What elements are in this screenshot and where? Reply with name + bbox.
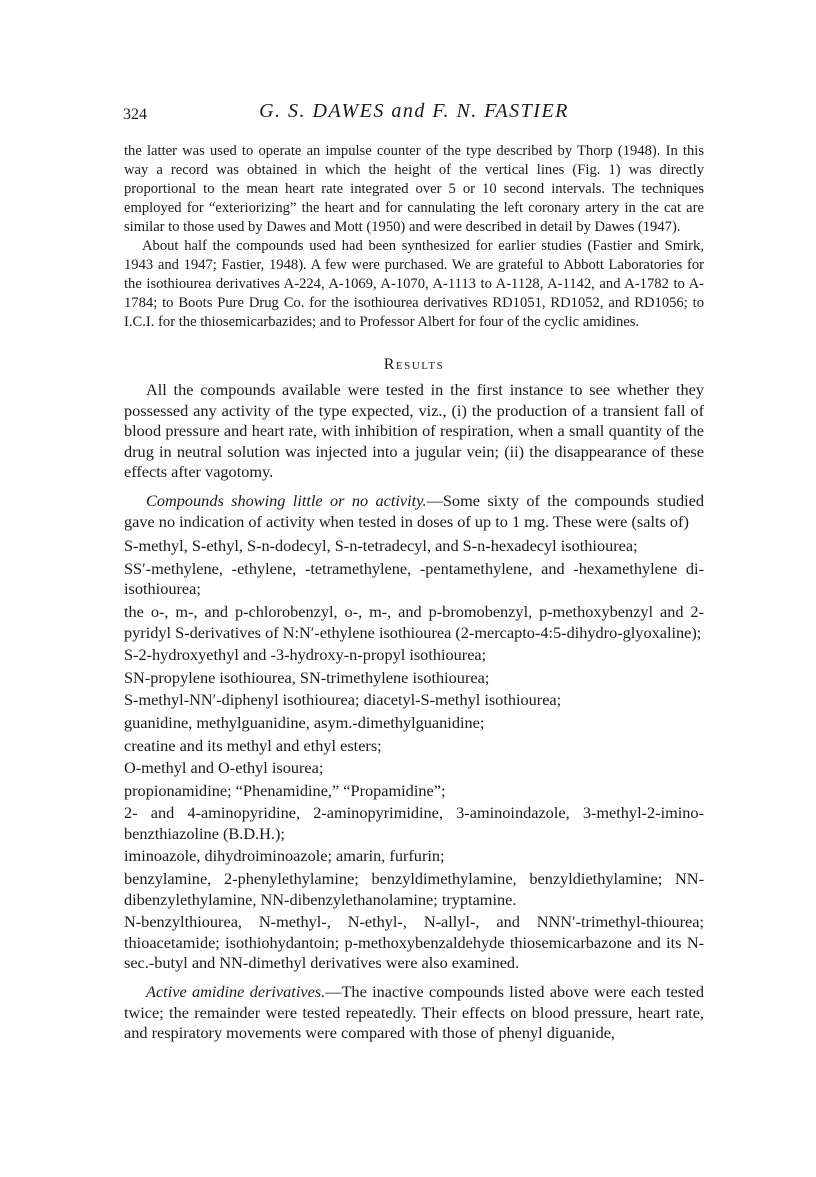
methods-paragraph: the latter was used to operate an impulse counter of the type described by Thorp (1948). In this way a record was obtained in which the height of the vertical lines (Fig. 1) was directly proportional to the mean heart rate integrated over 5 or 10 second intervals. The techniques employed for “exteriorizing” the heart and for cannulating the left coronary artery in the cat are similar to those used by Dawes and Mott (1950) and were described in detail by Dawes (1947).	[124, 143, 704, 235]
list-item: S-methyl, S-ethyl, S-n-dodecyl, S-n-tetradecyl, and S-n-hexadecyl isothiourea;	[124, 536, 638, 556]
list-item: propionamidine; “Phenamidine,” “Propamidine”;	[124, 780, 446, 800]
list-item: SN-propylene isothiourea, SN-trimethylene isothiourea;	[124, 667, 490, 687]
page	[124, 100, 704, 1044]
list-item: guanidine, methylguanidine, asym.-dimethylguanidine;	[124, 712, 485, 732]
compound-list	[124, 536, 704, 974]
section-heading-results: Results	[383, 356, 445, 373]
list-item: iminoazole, dihydroiminoazole; amarin, furfurin;	[124, 846, 445, 866]
results-intro-paragraph: All the compounds available were tested in the first instance to see whether they possessed any activity of the type expected, viz., (i) the production of a transient fall of blood pressure and heart rate, with inhibition of respiration, when a small quantity of the drug in neutral solution was injected into a jugular vein; (ii) the disappearance of these effects after vagotomy.	[124, 380, 704, 482]
methods-continuation	[124, 142, 704, 332]
page-header	[124, 100, 704, 134]
list-item: creatine and its methyl and ethyl esters;	[124, 735, 382, 755]
inactive-intro-text: —Some sixty of the compounds studied gave no indication of activity when tested in doses of up to 1 mg. These were (salts of)	[124, 490, 704, 531]
running-title: G. S. DAWES and F. N. FASTIER	[259, 100, 569, 122]
list-item: O-methyl and O-ethyl isourea;	[124, 758, 324, 778]
list-item: 2- and 4-aminopyridine, 2-aminopyrimidine, 3-aminoindazole, 3-methyl-2-imino-benzthiazoline (B.D.H.);	[124, 803, 704, 843]
results-section	[124, 380, 704, 1044]
list-item: the o-, m-, and p-chlorobenzyl, o-, m-, and p-bromobenzyl, p-methoxybenzyl and 2-pyridyl S-derivatives of N:N′-ethylene isothiourea (2-mercapto-4:5-dihydro-glyoxaline);	[124, 601, 704, 642]
list-item: S-methyl-NN′-diphenyl isothiourea; diacetyl-S-methyl isothiourea;	[124, 690, 562, 710]
list-item: N-benzylthiourea, N-methyl-, N-ethyl-, N-allyl-, and NNN′-trimethyl-thiourea; thioacetamide; isothiohydantoin; p-methoxybenzaldehyde thiosemicarbazone and its N-sec.-butyl and NN-dimethyl derivatives were also examined.	[124, 912, 704, 973]
methods-paragraph: About half the compounds used had been synthesized for earlier studies (Fastier and Smirk, 1943 and 1947; Fastier, 1948). A few were purchased. We are grateful to Abbott Laboratories for the isothiourea derivatives A-224, A-1069, A-1070, A-1113 to A-1128, A-1142, and A-1782 to A-1784; to Boots Pure Drug Co. for the isothiourea derivatives RD1051, RD1052, and RD1056; to I.C.I. for the thiosemicarbazides; and to Professor Albert for four of the cyclic amidines.	[124, 238, 704, 330]
page-number: 324	[123, 106, 147, 123]
inactive-compounds-paragraph	[124, 491, 704, 532]
active-subheading: Active amidine derivatives.	[146, 982, 326, 1002]
inactive-subheading: Compounds showing little or no activity.	[146, 490, 427, 510]
list-item: SS′-methylene, -ethylene, -tetramethylene, -pentamethylene, and -hexamethylene di-isothiourea;	[124, 558, 704, 599]
active-amidine-paragraph	[124, 982, 704, 1044]
list-item: benzylamine, 2-phenylethylamine; benzyldimethylamine, benzyldiethylamine; NN-dibenzylethylamine, NN-dibenzylethanolamine; tryptamine.	[124, 869, 704, 909]
list-item: S-2-hydroxyethyl and -3-hydroxy-n-propyl isothiourea;	[124, 645, 487, 665]
active-intro-text: —The inactive compounds listed above were each tested twice; the remainder were tested repeatedly. Their effects on blood pressure, heart rate, and respiratory movements were compared with those of phenyl diguanide,	[124, 982, 704, 1043]
